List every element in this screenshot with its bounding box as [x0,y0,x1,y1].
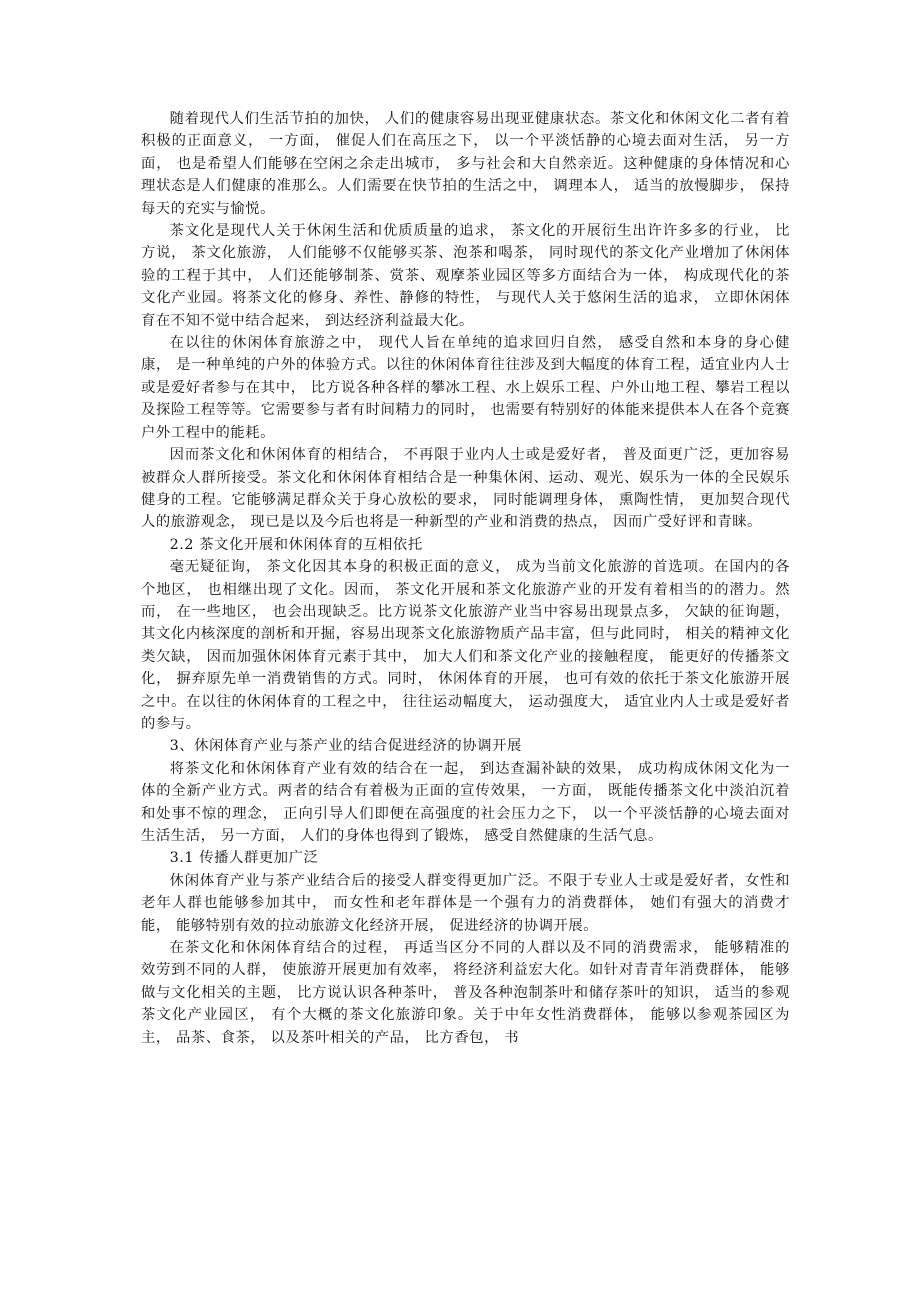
section-heading-3: 3、休闲体育产业与茶产业的结合促进经济的协调开展 [169,738,522,755]
section-heading-3-1: 3.1 传播人群更加广泛 [169,850,319,867]
paragraph-3: 在以往的休闲体育旅游之中， 现代人旨在单纯的追求回归自然， 感受自然和本身的身心健康， 是一种单纯的户外的体验方式。以往的休闲体育往往涉及到大幅度的体育工程，适宜业内人士或是爱好者参与在其中， 比方说各种各样的攀冰工程、水上娱乐工程、户外山地工程、攀岩工程以及探险工程等等。它需要参与者有时间精力的同时， 也需要有特别好的体能来提供本人在各个竞赛户外工程中的能耗。 [141,335,790,441]
paragraph-4: 因而茶文化和休闲体育的相结合， 不再限于业内人士或是爱好者， 普及面更广泛，更加容易被群众人群所接受。茶文化和休闲体育相结合是一种集休闲、运动、观光、娱乐为一体的全民娱乐健身的工程。它能够满足群众关于身心放松的要求， 同时能调理身体， 熏陶性情， 更加契合现代人的旅游观念， 现已是以及今后也将是一种新型的产业和消费的热点， 因而广受好评和青睐。 [141,447,790,531]
paragraph-5: 毫无疑征询， 茶文化因其本身的积极正面的意义， 成为当前文化旅游的首选项。在国内的各个地区， 也相继出现了文化。因而， 茶文化开展和茶文化旅游产业的开发有着相当的的潜力。然而， 在一些地区， 也会出现缺乏。比方说茶文化旅游产业当中容易出现景点多， 欠缺的征询题， 其文化内核深度的剖析和开掘，容易出现茶文化旅游物质产品丰富，但与此同时， 相关的精神文化类欠缺， 因而加强休闲体育元素于其中， 加大人们和茶文化产业的接触程度， 能更好的传播茶文化， 摒弃原先单一消费销售的方式。同时， 休闲体育的开展， 也可有效的依托于茶文化旅游开展之中。在以往的休闲体育的工程之中， 往往运动幅度大， 运动强度大， 适宜业内人士或是爱好者的参与。 [141,559,790,732]
paragraph-8: 在茶文化和休闲体育结合的过程， 再适当区分不同的人群以及不同的消费需求， 能够精准的效劳到不同的人群， 使旅游开展更加有效率， 将经济利益宏大化。如针对青青年消费群体， 能够做与文化相关的主题， 比方说认识各种茶叶， 普及各种泡制茶叶和储存茶叶的知识， 适当的参观茶文化产业园区， 有个大概的茶文化旅游印象。关于中年女性消费群体， 能够以参观茶园区为主， 品茶、食茶， 以及茶叶相关的产品， 比方香包， 书 [141,940,790,1046]
section-heading-2-2: 2.2 茶文化开展和休闲体育的互相依托 [169,536,423,553]
paragraph-6: 将茶文化和休闲体育产业有效的结合在一起， 到达查漏补缺的效果， 成功构成休闲文化为一体的全新产业方式。两者的结合有着极为正面的宣传效果， 一方面， 既能传播茶文化中淡泊沉着和处事不惊的理念， 正向引导人们即便在高强度的社会压力之下， 以一个平淡恬静的心境去面对生活生活， 另一方面， 人们的身体也得到了锻炼， 感受自然健康的生活气息。 [141,760,790,844]
paragraph-1: 随着现代人们生活节拍的加快， 人们的健康容易出现亚健康状态。茶文化和休闲文化二者有着积极的正面意义， 一方面， 催促人们在高压之下， 以一个平淡恬静的心境去面对生活， 另一方面， 也是希望人们能够在空闲之余走出城市， 多与社会和大自然亲近。这种健康的身体情况和心理状态是人们健康的准那么。人们需要在快节拍的生活之中， 调理本人， 适当的放慢脚步， 保持每天的充实与愉悦。 [141,111,790,217]
document-body [141,108,790,1049]
paragraph-7: 休闲体育产业与茶产业结合后的接受人群变得更加广泛。不限于专业人士或是爱好者，女性和老年人群也能够参加其中， 而女性和老年群体是一个强有力的消费群体， 她们有强大的消费才能， 能够特别有效的拉动旅游文化经济开展， 促进经济的协调开展。 [141,872,790,934]
paragraph-2: 茶文化是现代人关于休闲生活和优质质量的追求， 茶文化的开展衍生出许许多多的行业， 比方说， 茶文化旅游， 人们能够不仅能够买茶、泡茶和喝茶， 同时现代的茶文化产业增加了休闲体验的工程于其中， 人们还能够制茶、赏茶、观摩茶业园区等多方面结合为一体， 构成现代化的茶文化产业园。将茶文化的修身、养性、静修的特性， 与现代人关于悠闲生活的追求， 立即休闲体育在不知不觉中结合起来， 到达经济利益最大化。 [141,223,790,329]
